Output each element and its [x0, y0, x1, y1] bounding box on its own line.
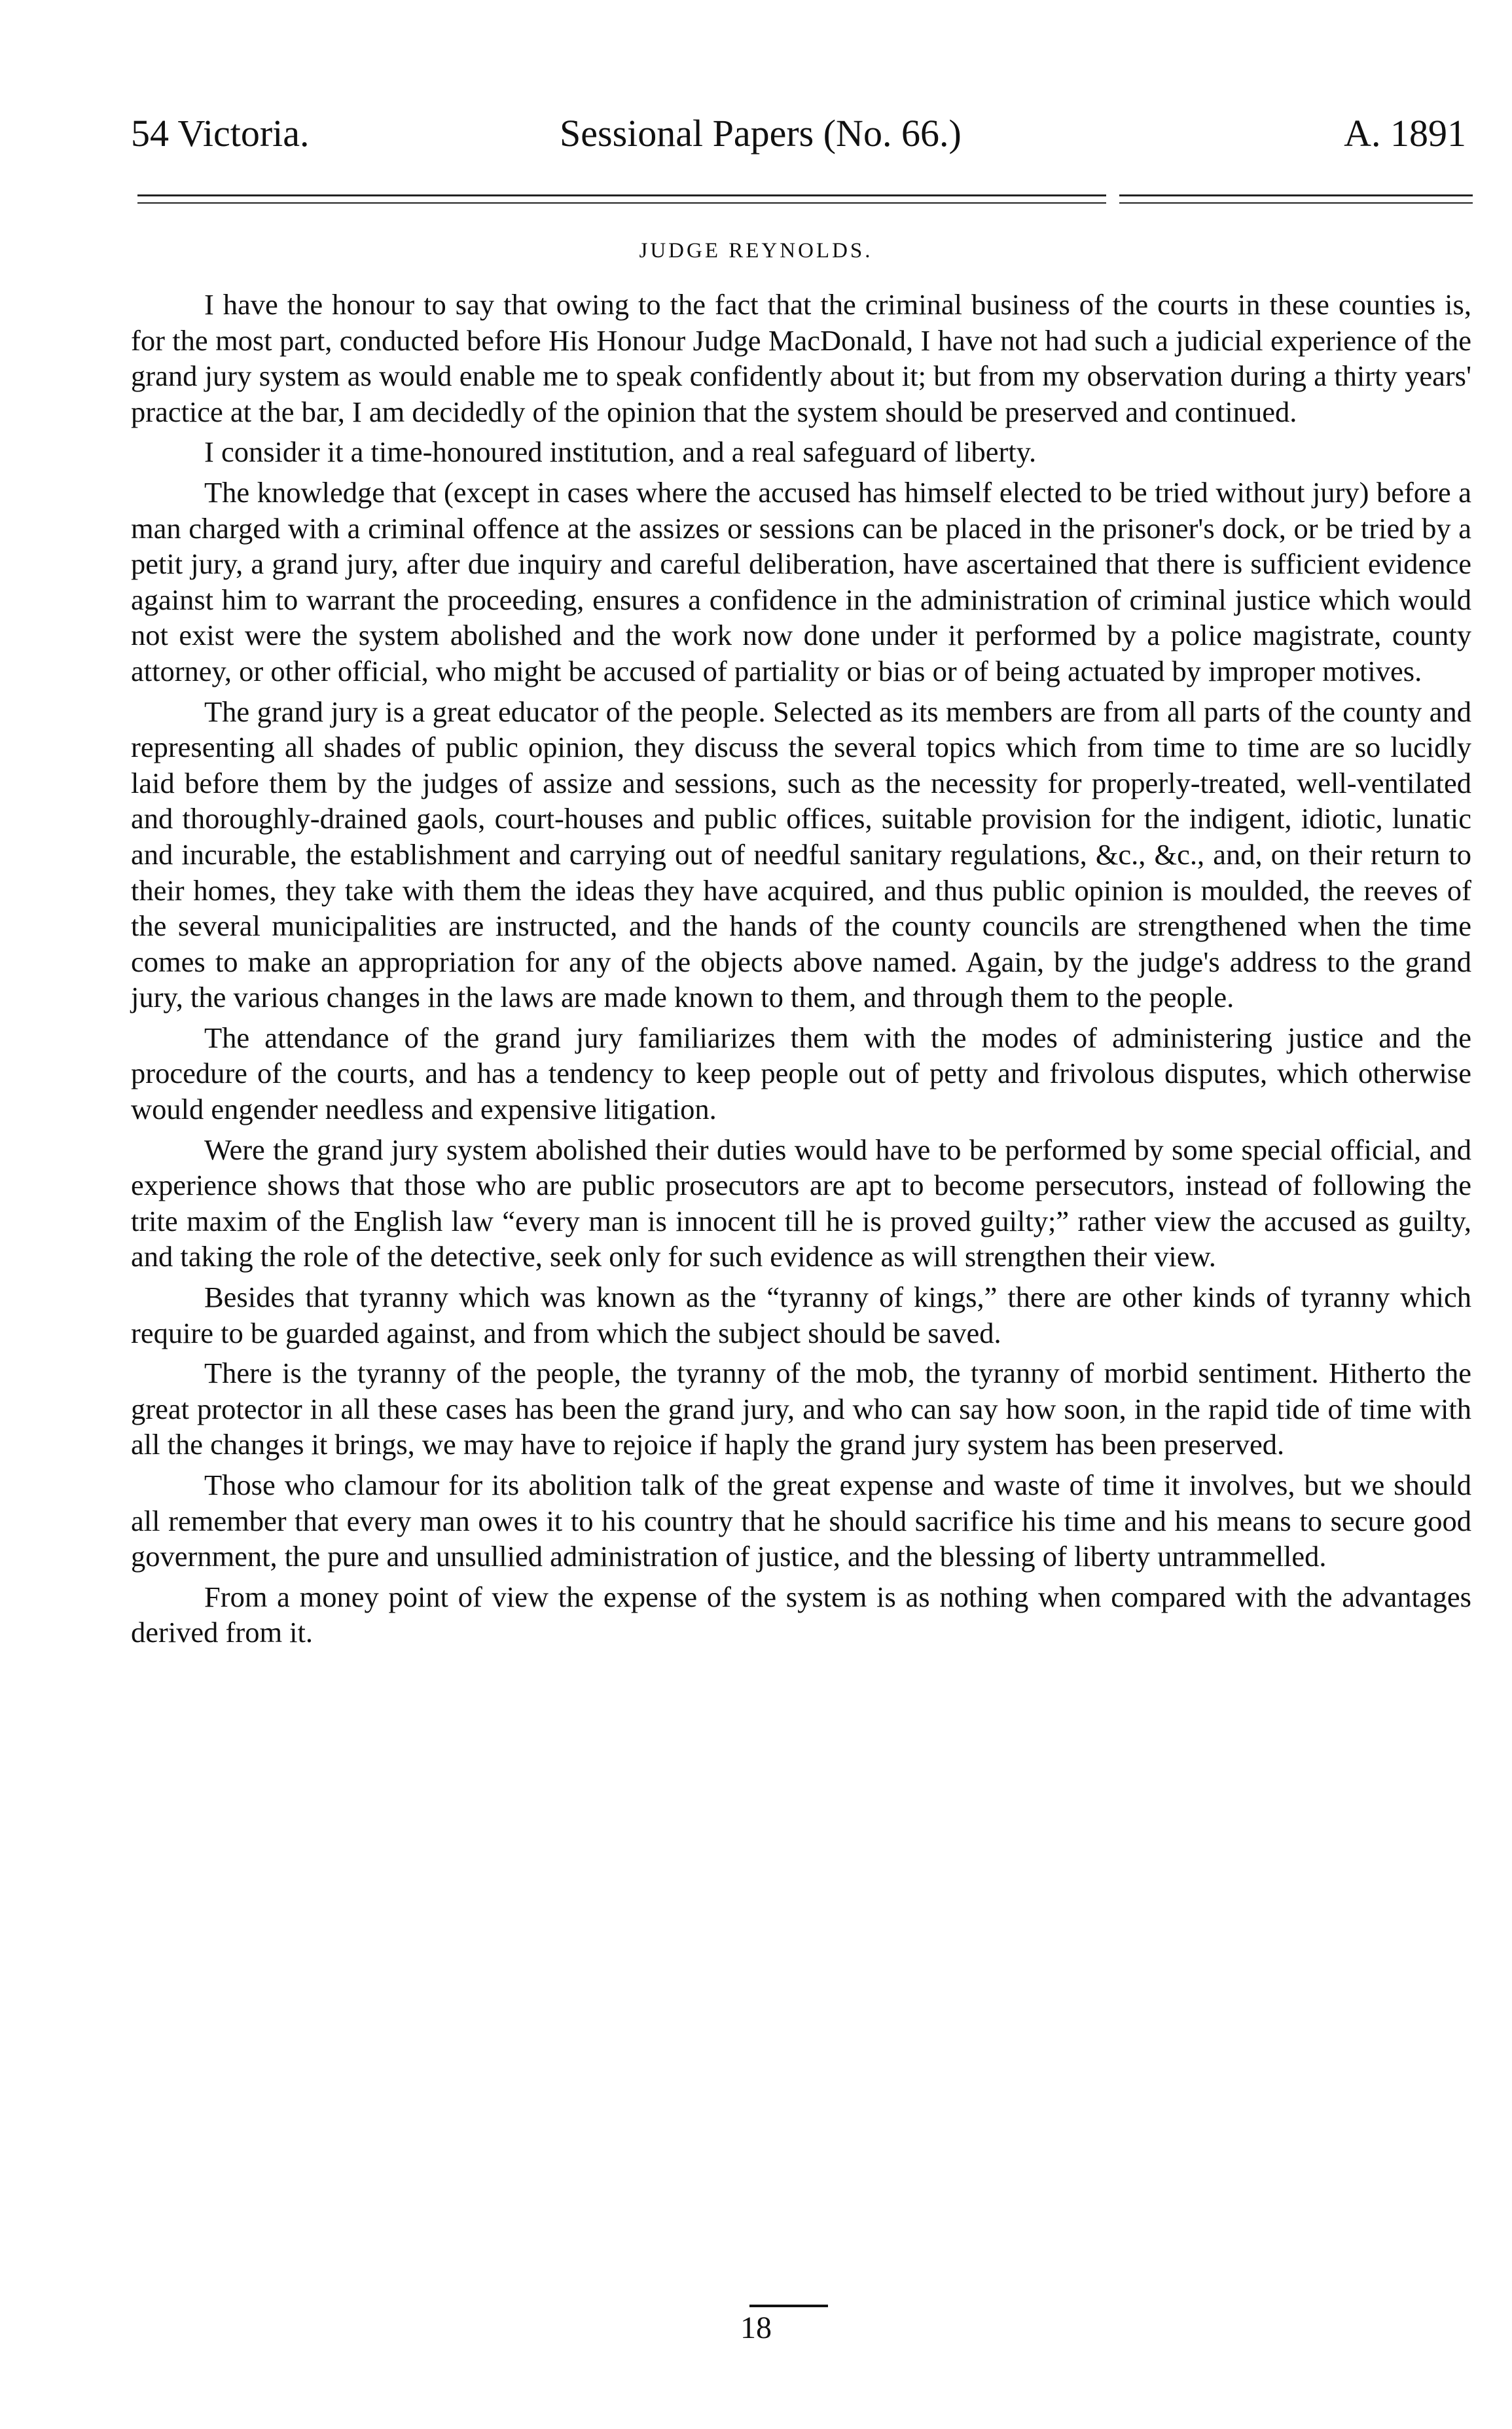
header-double-rule: [137, 193, 1473, 209]
header-rule-bottom-left: [137, 202, 1106, 204]
header-rule-top-left: [137, 194, 1106, 196]
publication-title: Sessional Papers (No. 66.): [560, 112, 962, 155]
paragraph-9: Those who clamour for its abolition talk of the great expense and waste of time it involves, but we should all remember that every man owes it to his country that he should sacrifice his time and his means to secure good government, the pure and unsullied administration of justice, and the blessing of liberty untrammelled.: [131, 1469, 1471, 1573]
section-title: JUDGE REYNOLDS.: [639, 239, 873, 263]
year-label: A. 1891: [1344, 112, 1466, 155]
paragraph-8: There is the tyranny of the people, the tyranny of the mob, the tyranny of morbid sentiment. Hitherto the great protector in all these cases has been the grand jury, and who can say how soon, in the rapid tide of time with all the changes it brings, we may have to rejoice if haply the grand jury system has been preserved.: [131, 1357, 1471, 1461]
header-rule-bottom-right: [1119, 202, 1473, 204]
running-header: [131, 111, 1466, 170]
session-label: 54 Victoria.: [131, 112, 310, 155]
paragraph-2: I consider it a time-honoured institution, and a real safeguard of liberty.: [204, 435, 1037, 469]
letter-body: [131, 287, 1471, 1651]
paragraph-6: Were the grand jury system abolished their duties would have to be performed by some special official, and experience shows that those who are public prosecutors are apt to become persecutors, instead of following the trite maxim of the English law “every man is innocent till he is proved guilty;” rather view the accused as guilty, and taking the role of the detective, seek only for such evidence as will strengthen their view.: [131, 1133, 1471, 1273]
paragraph-5: The attendance of the grand jury familiarizes them with the modes of administering justice and the procedure of the courts, and has a tendency to keep people out of petty and frivolous disputes, which otherwise would engender needless and expensive litigation.: [131, 1021, 1471, 1126]
paragraph-3: The knowledge that (except in cases where the accused has himself elected to be tried without jury) before a man charged with a criminal offence at the assizes or sessions can be placed in the prisoner's dock, or be tried by a petit jury, a grand jury, after due inquiry and careful deliberation, have ascertained that there is sufficient evidence against him to warrant the proceeding, ensures a confidence in the administration of criminal justice which would not exist were the system abolished and the work now done under it performed by a police magistrate, county attorney, or other official, who might be accused of partiality or bias or of being actuated by improper motives.: [131, 475, 1471, 687]
footer-rule: [749, 2305, 828, 2307]
paragraph-4: The grand jury is a great educator of the people. Selected as its members are from all parts of the county and representing all shades of public opinion, they discuss the several topics which from time to time are so lucidly laid before them by the judges of assize and sessions, such as the necessity for properly-treated, well-ventilated and thoroughly-drained gaols, court-houses and public offices, suitable provision for the indigent, idiotic, lunatic and incurable, the establishment and carrying out of needful sanitary regulations, &c., &c., and, on their return to their homes, they take with them the ideas they have acquired, and thus public opinion is moulded, the reeves of the several municipalities are instructed, and the hands of the county councils are strengthened when the time comes to make an appropriation for any of the objects above named. Again, by the judge's address to the grand jury, the various changes in the laws are made known to them, and through them to the people.: [131, 695, 1471, 1014]
header-rule-top-right: [1119, 194, 1473, 196]
paragraph-7: Besides that tyranny which was known as the “tyranny of kings,” there are other kinds of tyranny which require to be guarded against, and from which the subject should be saved.: [131, 1281, 1471, 1349]
paragraph-1: I have the honour to say that owing to the fact that the criminal business of the courts in these counties is, for the most part, conducted before His Honour Judge MacDonald, I have not had such a judicial experience of the grand jury system as would enable me to speak confidently about it; but from my observation during a thirty years' practice at the bar, I am decidedly of the opinion that the system should be preserved and continued.: [131, 288, 1471, 428]
paragraph-10: From a money point of view the expense of the system is as nothing when compared with the advantages derived from it.: [131, 1580, 1471, 1649]
page-number: 18: [740, 2310, 772, 2345]
